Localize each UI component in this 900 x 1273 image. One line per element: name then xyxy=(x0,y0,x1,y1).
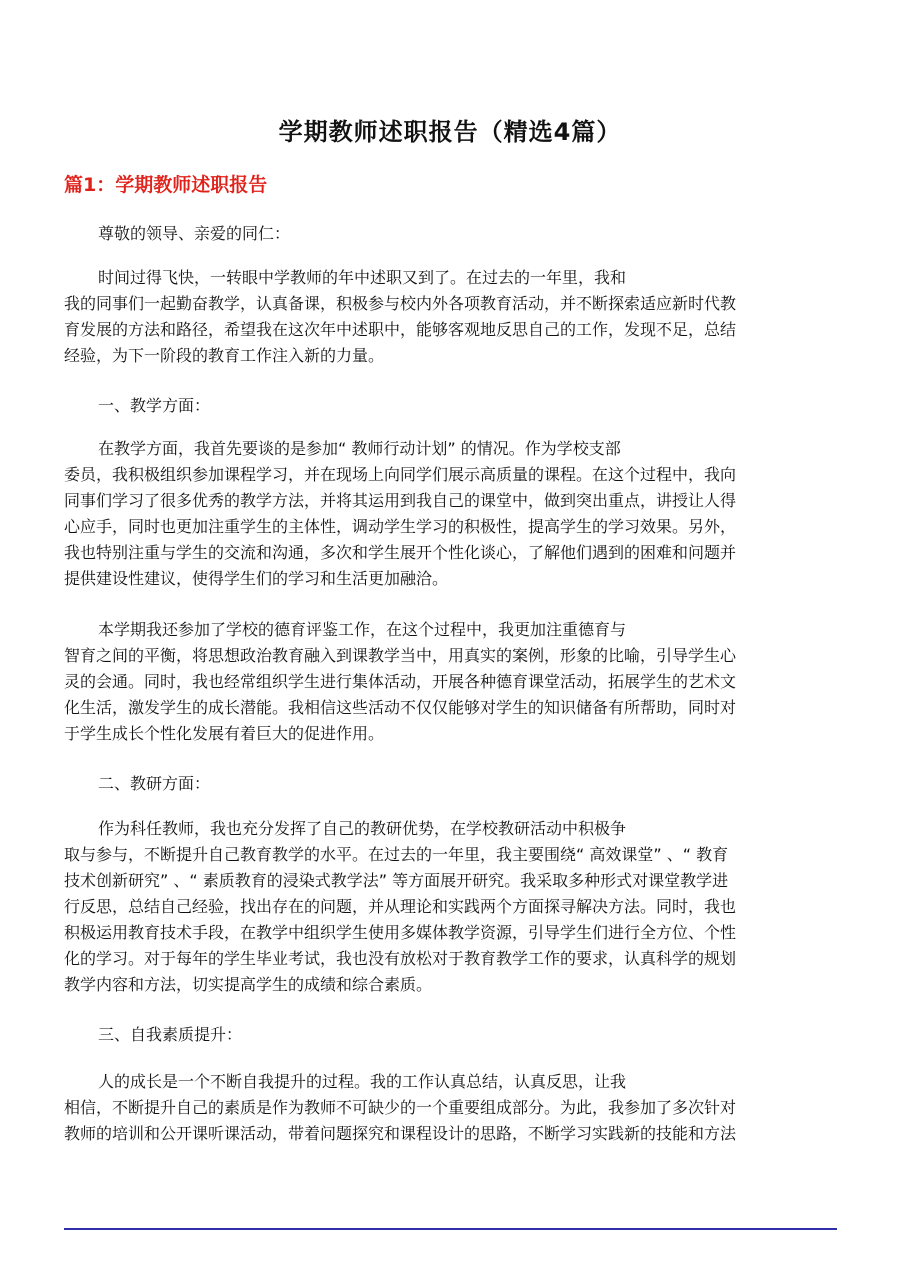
moral-education-paragraph xyxy=(64,617,844,747)
text-line: 技术创新研究” 、“ 素质教育的浸染式教学法” 等方面展开研究。我采取多种形式对课堂教学进 xyxy=(64,871,729,890)
text-line: 取与参与，不断提升自己教育教学的水平。在过去的一年里，我主要围绕“ 高效课堂” 、“ 教育 xyxy=(64,845,729,864)
subsection-heading-research xyxy=(64,771,844,797)
text-line: 委员，我积极组织参加课程学习，并在现场上向同学们展示高质量的课程。在这个过程中，我向 xyxy=(64,465,737,484)
text-line: 人的成长是一个不断自我提升的过程。我的工作认真总结，认真反思，让我 xyxy=(98,1072,627,1091)
text-line: 相信，不断提升自己的素质是作为教师不可缺少的一个重要组成部分。为此，我参加了多次针对 xyxy=(64,1098,737,1117)
greeting-paragraph xyxy=(64,221,844,247)
text-line: 教师的培训和公开课听课活动，带着问题探究和课程设计的思路，不断学习实践新的技能和方法 xyxy=(64,1124,737,1143)
text-line: 化生活，激发学生的成长潜能。我相信这些活动不仅仅能够对学生的知识储备有所帮助，同时对 xyxy=(64,698,737,717)
subsection-heading-teaching xyxy=(64,393,844,419)
text-line: 于学生成长个性化发展有着巨大的促进作用。 xyxy=(64,724,385,743)
text-line: 作为科任教师，我也充分发挥了自己的教研优势，在学校教研活动中积极争 xyxy=(98,819,627,838)
text-line: 智育之间的平衡，将思想政治教育融入到课教学当中，用真实的案例，形象的比喻，引导学生心 xyxy=(64,646,737,665)
text-line: 提供建设性建议，使得学生们的学习和生活更加融洽。 xyxy=(64,569,449,588)
text-line: 本学期我还参加了学校的德育评鉴工作，在这个过程中，我更加注重德育与 xyxy=(98,620,627,639)
text-line: 行反思，总结自己经验，找出存在的问题，并从理论和实践两个方面探寻解决方法。同时，我也 xyxy=(64,897,737,916)
text-line: 我的同事们一起勤奋教学，认真备课，积极参与校内外各项教育活动，并不断探索适应新时代教 xyxy=(64,294,737,313)
self-improvement-paragraph xyxy=(64,1069,844,1147)
text-line: 经验，为下一阶段的教育工作注入新的力量。 xyxy=(64,346,385,365)
intro-paragraph xyxy=(64,265,844,369)
text-line: 一、教学方面： xyxy=(98,396,211,415)
subsection-heading-self-improvement xyxy=(64,1022,844,1048)
text-line: 心应手，同时也更加注重学生的主体性，调动学生学习的积极性，提高学生的学习效果。另外， xyxy=(64,517,737,536)
text-line: 三、自我素质提升： xyxy=(98,1025,243,1044)
text-line: 尊敬的领导、亲爱的同仁： xyxy=(98,224,291,243)
text-line: 我也特别注重与学生的交流和沟通，多次和学生展开个性化谈心，了解他们遇到的困难和问题并 xyxy=(64,543,737,562)
text-line: 同事们学习了很多优秀的教学方法，并将其运用到我自己的课堂中，做到突出重点，讲授让人得 xyxy=(64,491,737,510)
text-line: 化的学习。对于每年的学生毕业考试，我也没有放松对于教育教学工作的要求，认真科学的规划 xyxy=(64,949,737,968)
text-line: 育发展的方法和路径，希望我在这次年中述职中，能够客观地反思自己的工作，发现不足，总结 xyxy=(64,320,737,339)
text-line: 灵的会通。同时，我也经常组织学生进行集体活动，开展各种德育课堂活动，拓展学生的艺术文 xyxy=(64,672,737,691)
section-heading: 篇1：学期教师述职报告 xyxy=(64,174,268,196)
text-line: 积极运用教育技术手段，在教学中组织学生使用多媒体教学资源，引导学生们进行全方位、个性 xyxy=(64,923,737,942)
text-line: 教学内容和方法，切实提高学生的成绩和综合素质。 xyxy=(64,975,433,994)
footer-rule xyxy=(64,1228,837,1230)
text-line: 在教学方面，我首先要谈的是参加“ 教师行动计划” 的情况。作为学校支部 xyxy=(98,439,621,458)
teaching-paragraph xyxy=(64,436,844,592)
research-paragraph xyxy=(64,816,844,998)
text-line: 二、教研方面： xyxy=(98,774,211,793)
document-title: 学期教师述职报告（精选4篇） xyxy=(278,118,622,146)
text-line: 时间过得飞快，一转眼中学教师的年中述职又到了。在过去的一年里，我和 xyxy=(98,268,627,287)
